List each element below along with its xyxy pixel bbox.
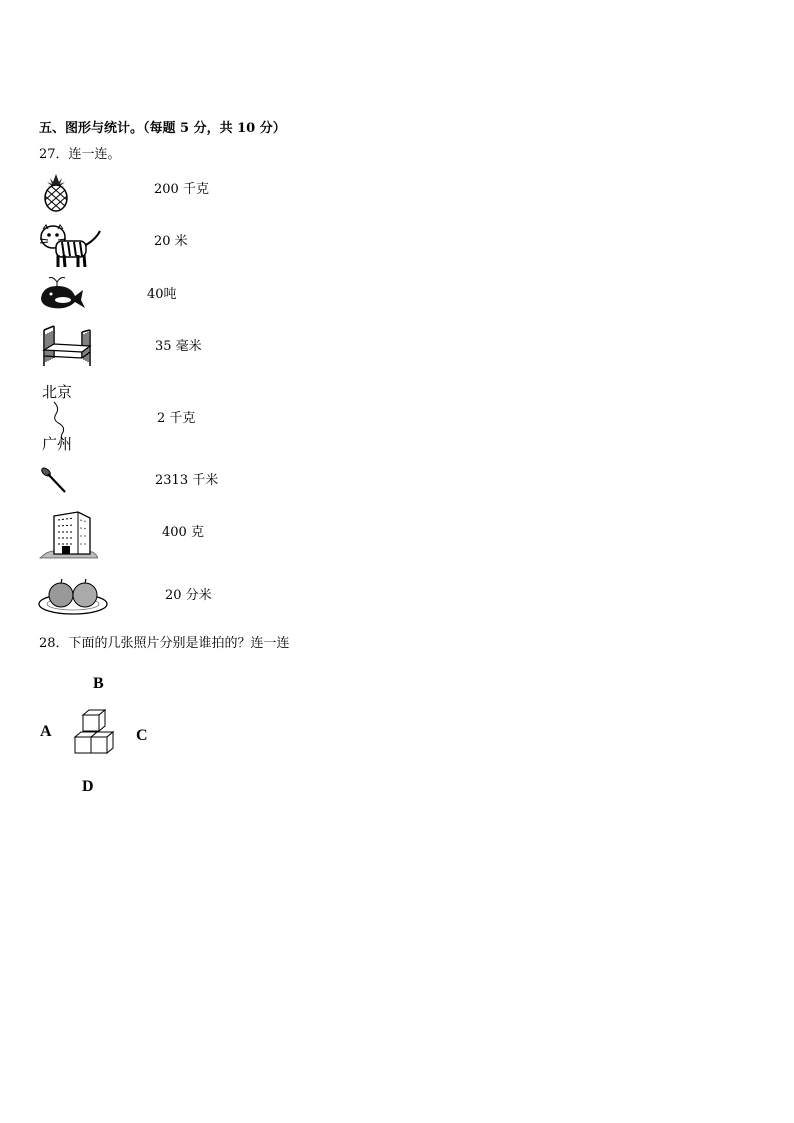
answer-option: 2 千克 bbox=[157, 411, 196, 426]
map-label-beijing: 北京 bbox=[42, 383, 73, 401]
question-27-title: 27．连一连。 bbox=[39, 147, 121, 162]
viewer-label-b: B bbox=[93, 675, 104, 692]
viewer-label-a: A bbox=[40, 723, 52, 740]
bed-icon bbox=[38, 322, 92, 368]
answer-option: 2313 千米 bbox=[155, 473, 219, 488]
answer-option: 400 克 bbox=[162, 525, 204, 540]
viewer-label-c: C bbox=[136, 727, 148, 744]
apples-plate-icon bbox=[37, 578, 109, 616]
pineapple-icon bbox=[39, 172, 73, 212]
map-label-guangzhou: 广州 bbox=[42, 435, 73, 453]
answer-option: 200 千克 bbox=[154, 182, 209, 197]
answer-option: 40吨 bbox=[147, 287, 177, 302]
stacked-cubes-icon bbox=[72, 708, 122, 762]
tiger-icon bbox=[38, 219, 102, 271]
answer-option: 20 米 bbox=[154, 234, 188, 249]
map-route-icon bbox=[40, 384, 86, 456]
answer-option: 20 分米 bbox=[165, 588, 212, 603]
whale-icon bbox=[37, 274, 87, 312]
section-title: 五、图形与统计。（每题 5 分，共 10 分） bbox=[39, 121, 286, 136]
answer-option: 35 毫米 bbox=[155, 339, 202, 354]
viewer-label-d: D bbox=[82, 778, 94, 795]
nail-icon bbox=[40, 466, 68, 494]
building-icon bbox=[38, 508, 98, 560]
question-28-title: 28．下面的几张照片分别是谁拍的？连一连 bbox=[39, 636, 290, 651]
